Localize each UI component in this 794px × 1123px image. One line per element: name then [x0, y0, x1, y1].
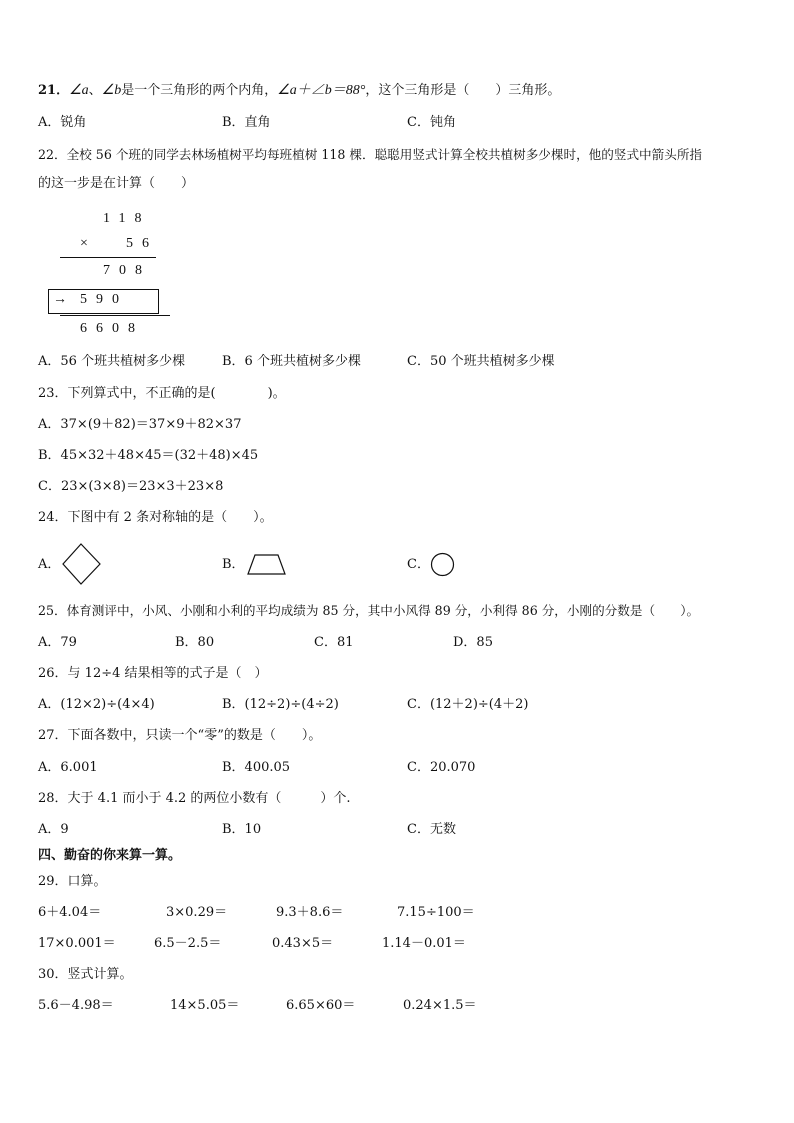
question-28: 28．大于 4.1 而小于 4.2 的两位小数有（ ）个. — [38, 791, 351, 806]
question-27: 27．下面各数中，只读一个“零”的数是（ ）。 — [38, 728, 322, 743]
oral-calc-item: 17×0.001＝ — [38, 936, 116, 951]
question-30: 30．竖式计算。 — [38, 967, 133, 982]
question-text: ，这个三角形是（ ）三角形。 — [365, 83, 561, 98]
angle-a: ∠a — [69, 83, 89, 98]
question-29: 29．口算。 — [38, 874, 107, 889]
option-b: B．6 个班共植树多少棵 — [222, 354, 361, 369]
option-c: C．20.070 — [407, 760, 476, 775]
divider-line — [60, 315, 170, 316]
vertical-calc-item: 6.65×60＝ — [286, 998, 356, 1013]
trapezoid-shape — [247, 554, 287, 576]
vertical-calc-item: 5.6－4.98＝ — [38, 998, 114, 1013]
oral-calc-item: 6＋4.04＝ — [38, 905, 102, 920]
calc-row-product: 6608 — [80, 321, 144, 336]
option-a: A．56 个班共植树多少棵 — [38, 354, 186, 369]
section-title: 四、勤奋的你来算一算。 — [38, 848, 182, 863]
option-b: B．直角 — [222, 115, 271, 130]
question-22-line2: 的这一步是在计算（ ） — [38, 176, 195, 191]
angle-expression: ∠a＋∠b＝88° — [277, 83, 366, 98]
option-a: A．锐角 — [38, 115, 87, 130]
option-b: B．45×32＋48×45＝(32＋48)×45 — [38, 448, 259, 463]
option-c-label: C． — [407, 557, 430, 572]
option-a: A．9 — [38, 822, 69, 837]
question-21 — [38, 83, 560, 99]
question-22-line1: 22．全校 56 个班的同学去林场植树平均每班植树 118 棵．聪聪用竖式计算全校共植树多少棵时，他的竖式中箭头所指 — [38, 147, 703, 162]
option-a: A．79 — [38, 635, 77, 650]
option-b: B．400.05 — [222, 760, 291, 775]
calc-row-multiplier: 56 — [126, 236, 158, 251]
diamond-shape — [62, 543, 102, 585]
option-c: C．23×(3×8)＝23×3＋23×8 — [38, 479, 224, 494]
option-c: C．钝角 — [407, 115, 456, 130]
question-23: 23．下列算式中，不正确的是( )。 — [38, 386, 286, 401]
option-a: A．(12×2)÷(4×4) — [38, 697, 155, 712]
option-b: B．80 — [175, 635, 215, 650]
option-a-label: A． — [38, 557, 61, 572]
calc-times-sign: × — [80, 236, 97, 251]
option-c: C．50 个班共植树多少棵 — [407, 354, 555, 369]
option-d: D．85 — [453, 635, 493, 650]
question-26: 26．与 12÷4 结果相等的式子是（ ） — [38, 666, 268, 681]
option-c: C．无数 — [407, 822, 456, 837]
question-24: 24．下图中有 2 条对称轴的是（ ）。 — [38, 510, 273, 525]
angle-b: ∠b — [101, 83, 122, 98]
calc-row-multiplicand: 118 — [103, 211, 151, 226]
oral-calc-item: 9.3＋8.6＝ — [276, 905, 344, 920]
option-b-label: B． — [222, 557, 245, 572]
vertical-calc-item: 0.24×1.5＝ — [403, 998, 477, 1013]
oral-calc-item: 1.14－0.01＝ — [382, 936, 466, 951]
calc-row-partial-2: 590 — [80, 292, 128, 307]
option-c: C．(12＋2)÷(4＋2) — [407, 697, 529, 712]
oral-calc-item: 7.15÷100＝ — [397, 905, 475, 920]
option-b: B．(12÷2)÷(4÷2) — [222, 697, 339, 712]
oral-calc-item: 3×0.29＝ — [166, 905, 228, 920]
oral-calc-item: 0.43×5＝ — [272, 936, 334, 951]
question-25: 25．体育测评中，小风、小刚和小利的平均成绩为 85 分，其中小风得 89 分，小利得 86 分，小刚的分数是（ ）。 — [38, 603, 700, 618]
arrow-icon: → — [53, 292, 67, 307]
divider-line — [60, 257, 156, 258]
question-number: 21． — [38, 83, 70, 98]
oral-calc-item: 6.5－2.5＝ — [154, 936, 222, 951]
vertical-calc-item: 14×5.05＝ — [170, 998, 240, 1013]
option-a: A．37×(9＋82)＝37×9＋82×37 — [38, 417, 242, 432]
option-c: C．81 — [314, 635, 354, 650]
calc-row-partial-1: 708 — [103, 263, 151, 278]
option-b: B．10 — [222, 822, 262, 837]
separator: 、 — [88, 83, 102, 98]
circle-shape — [430, 552, 456, 578]
option-a: A．6.001 — [38, 760, 98, 775]
question-text: 是一个三角形的两个内角， — [121, 83, 278, 98]
